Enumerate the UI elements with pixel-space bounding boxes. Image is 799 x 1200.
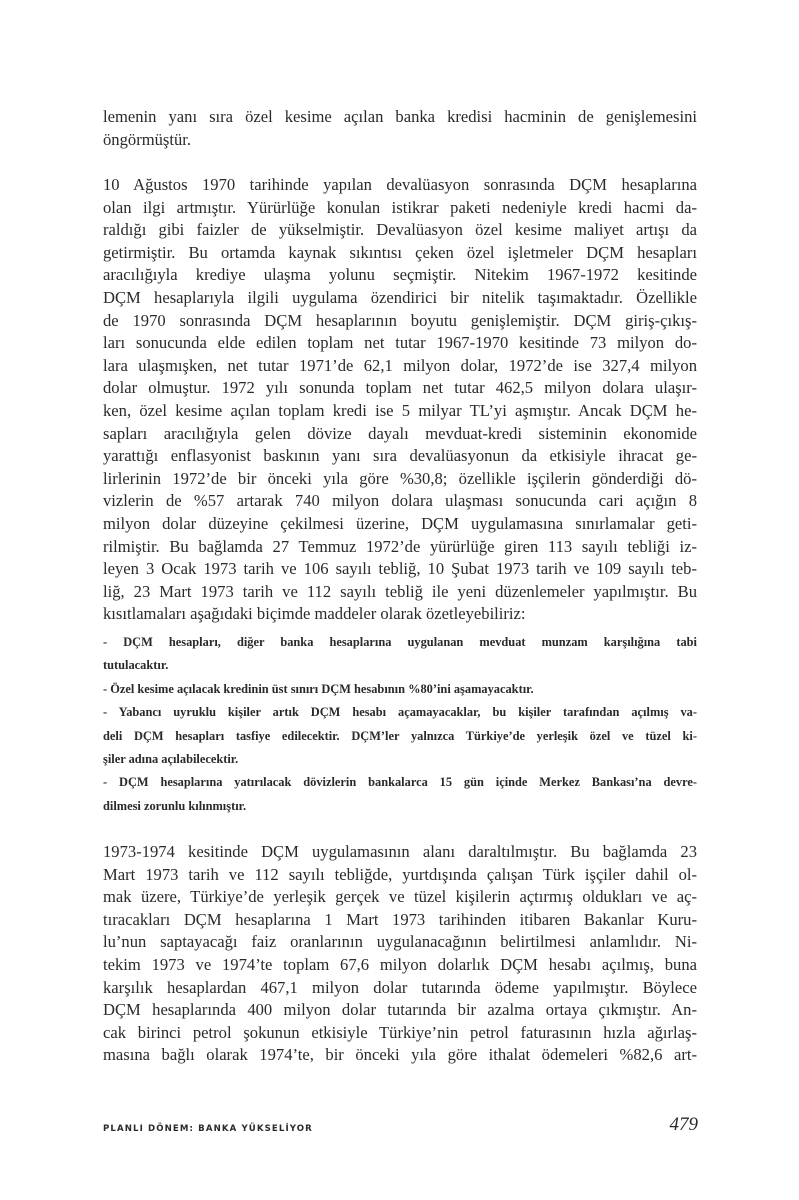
- text-line: Mart 1973 tarih ve 112 sayılı tebliğde, yurtdışında çalışan Türk işçiler dahil ol-: [103, 864, 697, 884]
- text-line: yarattığı enflasyonist baskının yanı sıra devalüasyonun da etkisiyle ihracat ge-: [103, 446, 697, 466]
- text-line: lara ulaşmışken, net tutar 1971’de 62,1 milyon dolar, 1972’de ise 327,4 milyon: [103, 355, 697, 375]
- list-item: - Yabancı uyruklu kişiler artık DÇM hesabı açamayacaklar, bu kişiler tarafından açılmış va-: [103, 705, 697, 720]
- text-line: lirlerinin 1972’de bir önceki yıla göre %30,8; özellikle işçilerin gönderdiği dö-: [103, 468, 697, 488]
- restrictions-list: [103, 631, 697, 818]
- text-line: vizlerin de %57 artarak 740 milyon dolara ulaşması sonucunda cari açığın 8: [103, 491, 697, 511]
- list-item-continuation: tutulacaktır.: [103, 658, 169, 673]
- list-item: - Özel kesime açılacak kredinin üst sınırı DÇM hesabının %80’ini aşamayacaktır.: [103, 681, 534, 696]
- paragraph-1973-1974: [103, 841, 697, 1067]
- text-line: dolar olmuştur. 1972 yılı sonunda toplam net tutar 462,5 milyon dolara ulaşır-: [103, 378, 697, 398]
- text-line: leyen 3 Ocak 1973 tarih ve 106 sayılı tebliğ, 10 Şubat 1973 tarih ve 109 sayılı teb-: [103, 559, 697, 579]
- text-line: milyon dolar düzeyine çekilmesi üzerine, DÇM uygulamasına sınırlamalar geti-: [103, 513, 697, 533]
- text-line: karşılık hesaplardan 467,1 milyon dolar tutarında ödeme yapılmıştır. Böylece: [103, 977, 697, 997]
- text-line: sapları aracılığıyla gelen dövize dayalı mevduat-kredi sisteminin ekonomide: [103, 423, 697, 443]
- list-item: - DÇM hesapları, diğer banka hesaplarına uygulanan mevduat munzam karşılığına tabi: [103, 635, 697, 649]
- list-item-continuation: şiler adına açılabilecektir.: [103, 751, 239, 766]
- text-line: mak üzere, Türkiye’de yerleşik gerçek ve tüzel kişilerin açtırmış oldukları ve aç-: [103, 887, 697, 907]
- text-line: 10 Ağustos 1970 tarihinde yapılan devalüasyon sonrasında DÇM hesaplarına: [103, 175, 697, 194]
- list-item-continuation: dilmesi zorunlu kılınmıştır.: [103, 798, 247, 813]
- text-line: raldığı gibi faizler de yükselmiştir. Devalüasyon özel kesime maliyet artışı da: [103, 220, 697, 240]
- list-item: - DÇM hesaplarına yatırılacak dövizlerin bankalarca 15 gün içinde Merkez Bankası’na devre-: [103, 775, 697, 790]
- running-title: PLANLI DÖNEM: BANKA YÜKSELİYOR: [103, 1124, 313, 1134]
- text-line: liğ, 23 Mart 1973 tarih ve 112 sayılı tebliğ ile yeni düzenlemeler yapılmıştır. Bu: [103, 581, 697, 601]
- text-line: öngörmüştür.: [103, 129, 192, 149]
- text-line: tıracakları DÇM hesaplarına 1 Mart 1973 tarihinden itibaren Bakanlar Kuru-: [103, 909, 697, 929]
- text-line: ken, özel kesime açılan toplam kredi ise 5 milyar TL’yi aşmıştır. Ancak DÇM he-: [103, 400, 697, 420]
- text-line: de 1970 sonrasında DÇM hesaplarının boyutu genişlemiştir. DÇM giriş-çıkış-: [103, 310, 697, 330]
- paragraph-devaluation-1970: [103, 174, 697, 626]
- text-line: rilmiştir. Bu bağlamda 27 Temmuz 1972’de yürürlüğe giren 113 sayılı tebliği iz-: [103, 536, 697, 556]
- text-line: cak birinci petrol şokunun etkisiyle Türkiye’nin petrol faturasının hızla ağırlaş-: [103, 1022, 697, 1042]
- text-line: DÇM hesaplarında 400 milyon dolar tutarında bir azalma ortaya çıkmıştır. An-: [103, 1000, 697, 1020]
- page-number: 479: [669, 1114, 698, 1135]
- text-line: 1973-1974 kesitinde DÇM uygulamasının alanı daraltılmıştır. Bu bağlamda 23: [103, 842, 697, 861]
- text-line: DÇM hesaplarıyla ilgili uygulama özendirici bir nitelik taşımaktadır. Özellikle: [103, 287, 697, 307]
- paragraph-continuation: [103, 106, 697, 151]
- list-item-continuation: deli DÇM hesapları tasfiye edilecektir. DÇM’ler yalnızca Türkiye’de yerleşik özel ve tüzel ki-: [103, 728, 697, 743]
- text-line: masına bağlı olarak 1974’te, bir önceki yıla göre ithalat ödemeleri %82,6 art-: [103, 1045, 697, 1065]
- text-line: olan ilgi artmıştır. Yürürlüğe konulan istikrar paketi nedeniyle kredi hacmi da-: [103, 197, 697, 217]
- text-line: tekim 1973 ve 1974’te toplam 67,6 milyon dolarlık DÇM hesabı açılmış, buna: [103, 954, 697, 974]
- text-line: aracılığıyla krediye ulaşma yolunu seçmiştir. Nitekim 1967-1972 kesitinde: [103, 265, 697, 285]
- text-line: lemenin yanı sıra özel kesime açılan banka kredisi hacminin de genişlemesini: [103, 107, 697, 126]
- text-line: lu’nun saptayacağı faiz oranlarının uygulanacağının belirtilmesi anlamlıdır. Ni-: [103, 932, 697, 952]
- text-line: kısıtlamaları aşağıdaki biçimde maddeler olarak özetleyebiliriz:: [103, 604, 526, 624]
- text-line: getirmiştir. Bu ortamda kaynak sıkıntısı çeken özel işletmeler DÇM hesapları: [103, 242, 697, 262]
- text-line: ları sonucunda elde edilen toplam net tutar 1967-1970 kesitinde 73 milyon do-: [103, 333, 697, 353]
